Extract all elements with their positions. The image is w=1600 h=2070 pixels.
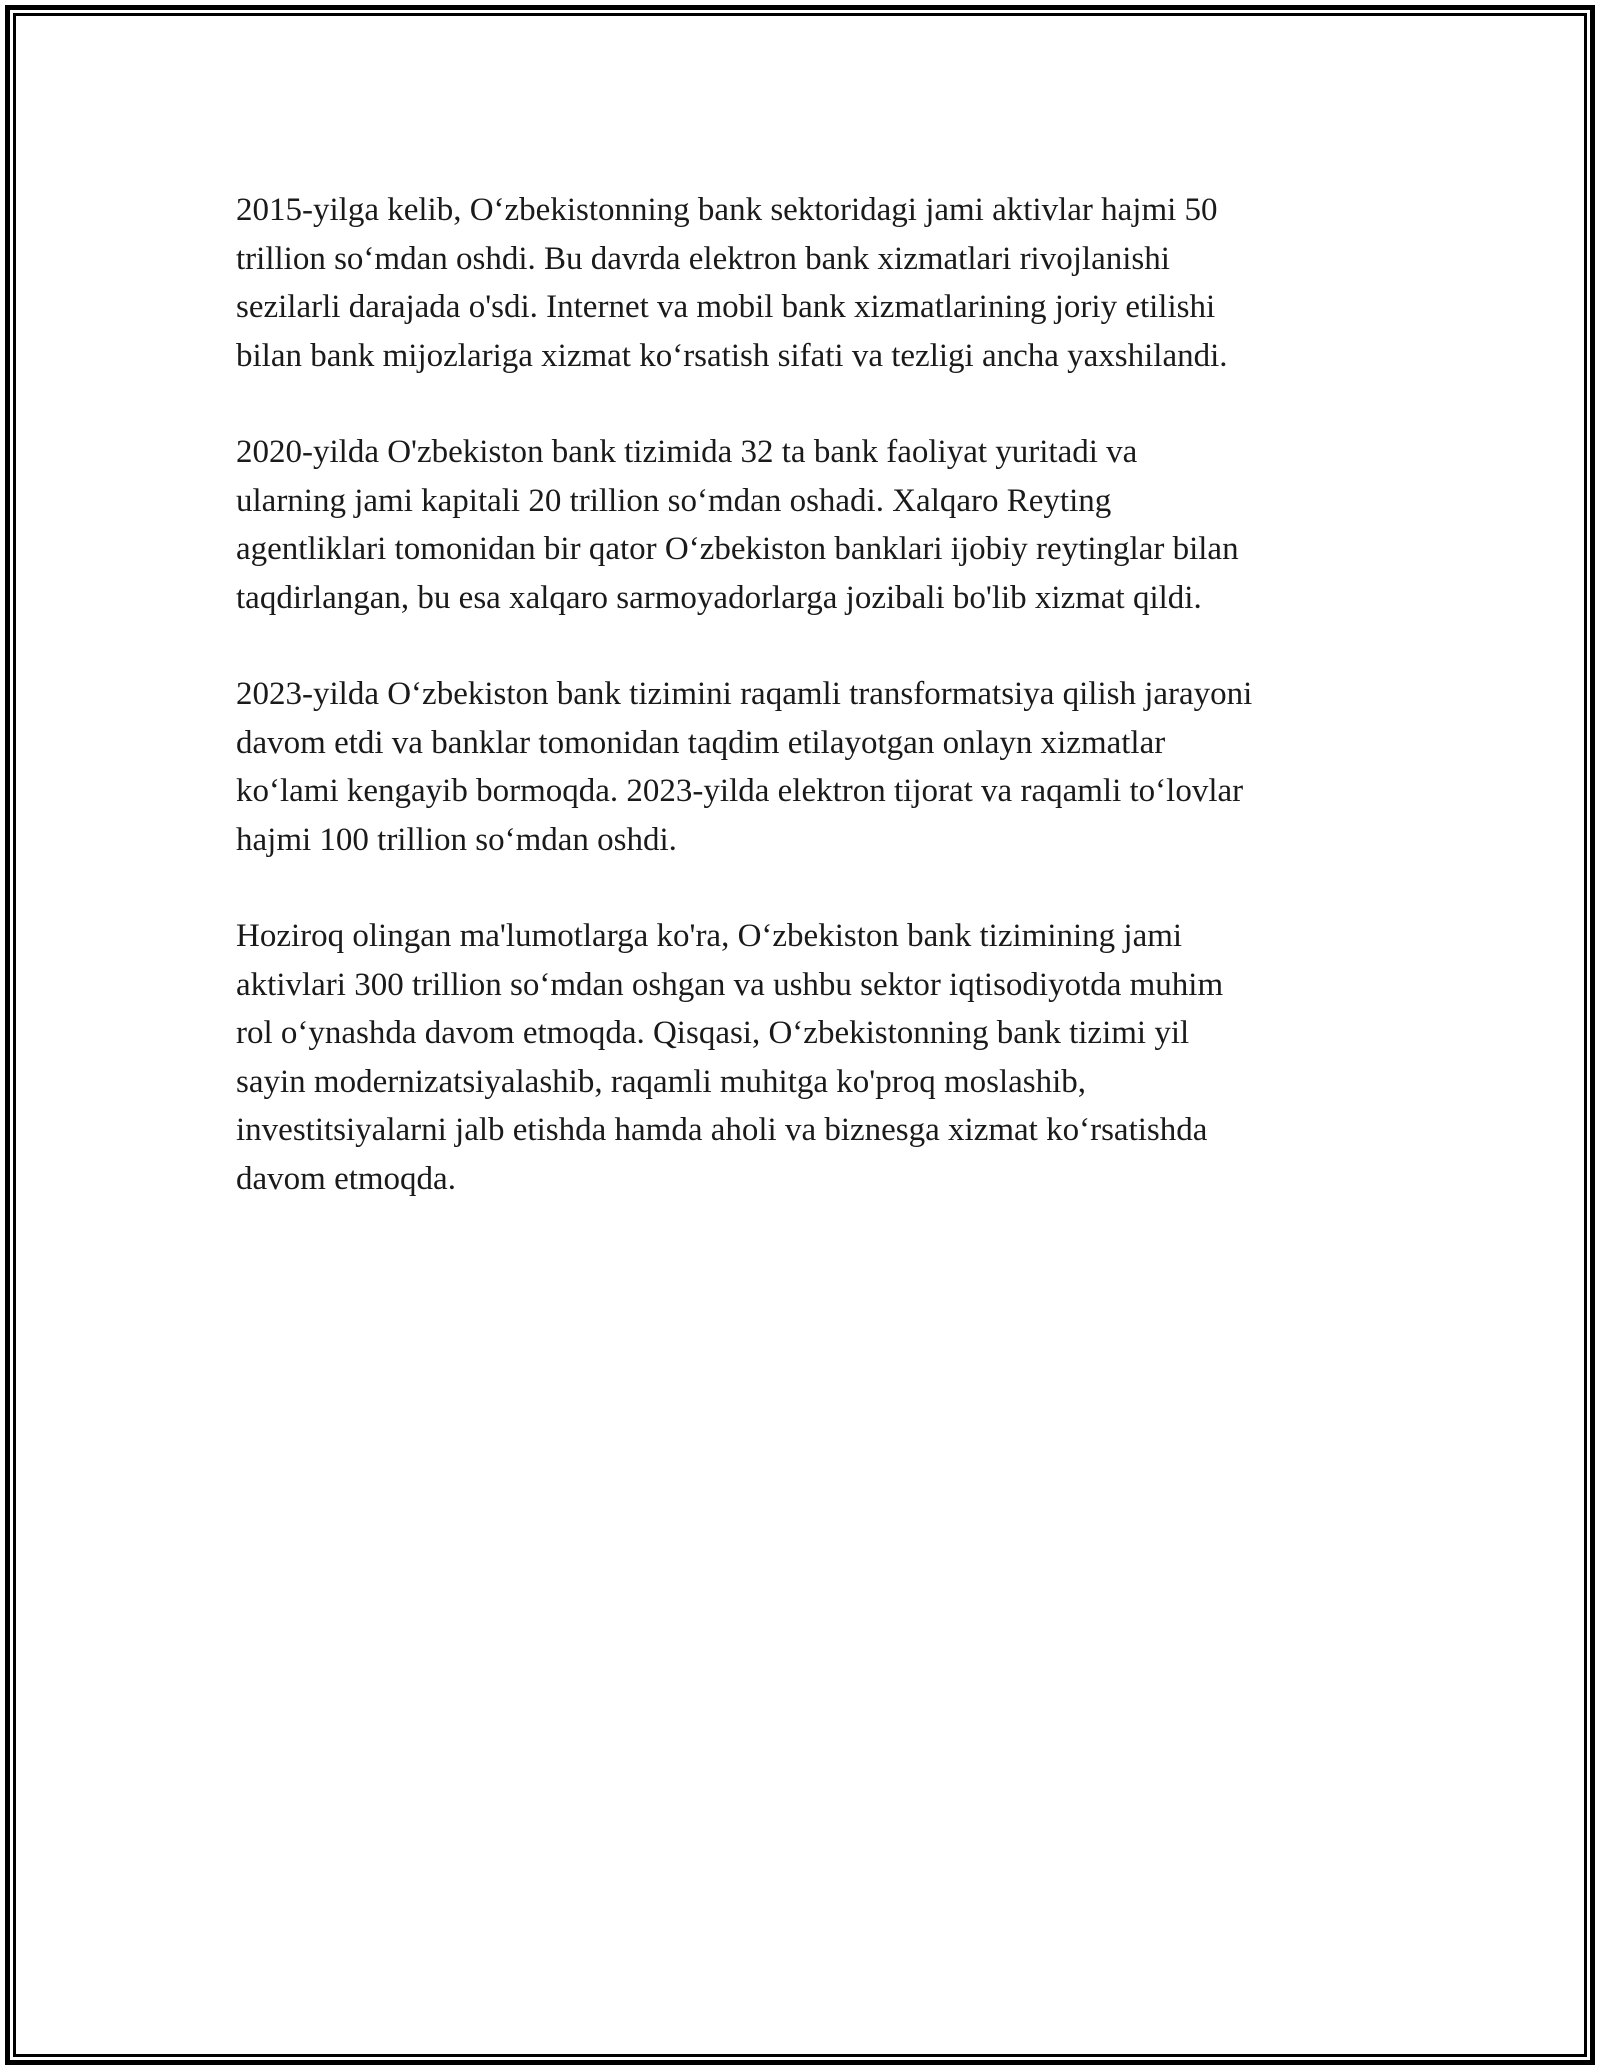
text-line: agentliklari tomonidan bir qator O‘zbekiston banklari ijobiy reytinglar bilan [236, 531, 1239, 567]
text-line: bilan bank mijozlariga xizmat ko‘rsatish sifati va tezligi ancha yaxshilandi. [236, 337, 1228, 374]
text-line: ularning jami kapitali 20 trillion so‘mdan oshadi. Xalqaro Reyting [236, 482, 1112, 519]
text-line: taqdirlangan, bu esa xalqaro sarmoyadorlarga jozibali bo'lib xizmat qildi. [236, 579, 1202, 616]
document-body [236, 186, 1386, 1251]
paragraph-current [236, 912, 1386, 1203]
text-line: 2020-yilda O'zbekiston bank tizimida 32 ta bank faoliyat yuritadi va [236, 434, 1138, 470]
text-line: sayin modernizatsiyalashib, raqamli muhitga ko'proq moslashib, [236, 1063, 1087, 1100]
paragraph-2015 [236, 186, 1386, 380]
text-line: aktivlari 300 trillion so‘mdan oshgan va ushbu sektor iqtisodiyotda muhim [236, 966, 1224, 1003]
text-line: 2023-yilda O‘zbekiston bank tizimini raqamli transformatsiya qilish jarayoni [236, 676, 1253, 712]
text-line: hajmi 100 trillion so‘mdan oshdi. [236, 821, 677, 858]
text-line: Hoziroq olingan ma'lumotlarga ko'ra, O‘zbekiston bank tizimining jami [236, 918, 1183, 954]
text-line: davom etdi va banklar tomonidan taqdim etilayotgan onlayn xizmatlar [236, 724, 1166, 761]
paragraph-2020 [236, 428, 1386, 622]
text-line: sezilarli darajada o'sdi. Internet va mobil bank xizmatlarining joriy etilishi [236, 289, 1216, 325]
text-line: 2015-yilga kelib, O‘zbekistonning bank sektoridagi jami aktivlar hajmi 50 [236, 192, 1218, 228]
text-line: davom etmoqda. [236, 1160, 456, 1197]
text-line: investitsiyalarni jalb etishda hamda aholi va biznesga xizmat ko‘rsatishda [236, 1112, 1208, 1148]
text-line: ko‘lami kengayib bormoqda. 2023-yilda elektron tijorat va raqamli to‘lovlar [236, 773, 1244, 809]
text-line: trillion so‘mdan oshdi. Bu davrda elektron bank xizmatlari rivojlanishi [236, 240, 1170, 277]
text-line: rol o‘ynashda davom etmoqda. Qisqasi, O‘zbekistonning bank tizimi yil [236, 1015, 1190, 1051]
paragraph-2023 [236, 670, 1386, 864]
